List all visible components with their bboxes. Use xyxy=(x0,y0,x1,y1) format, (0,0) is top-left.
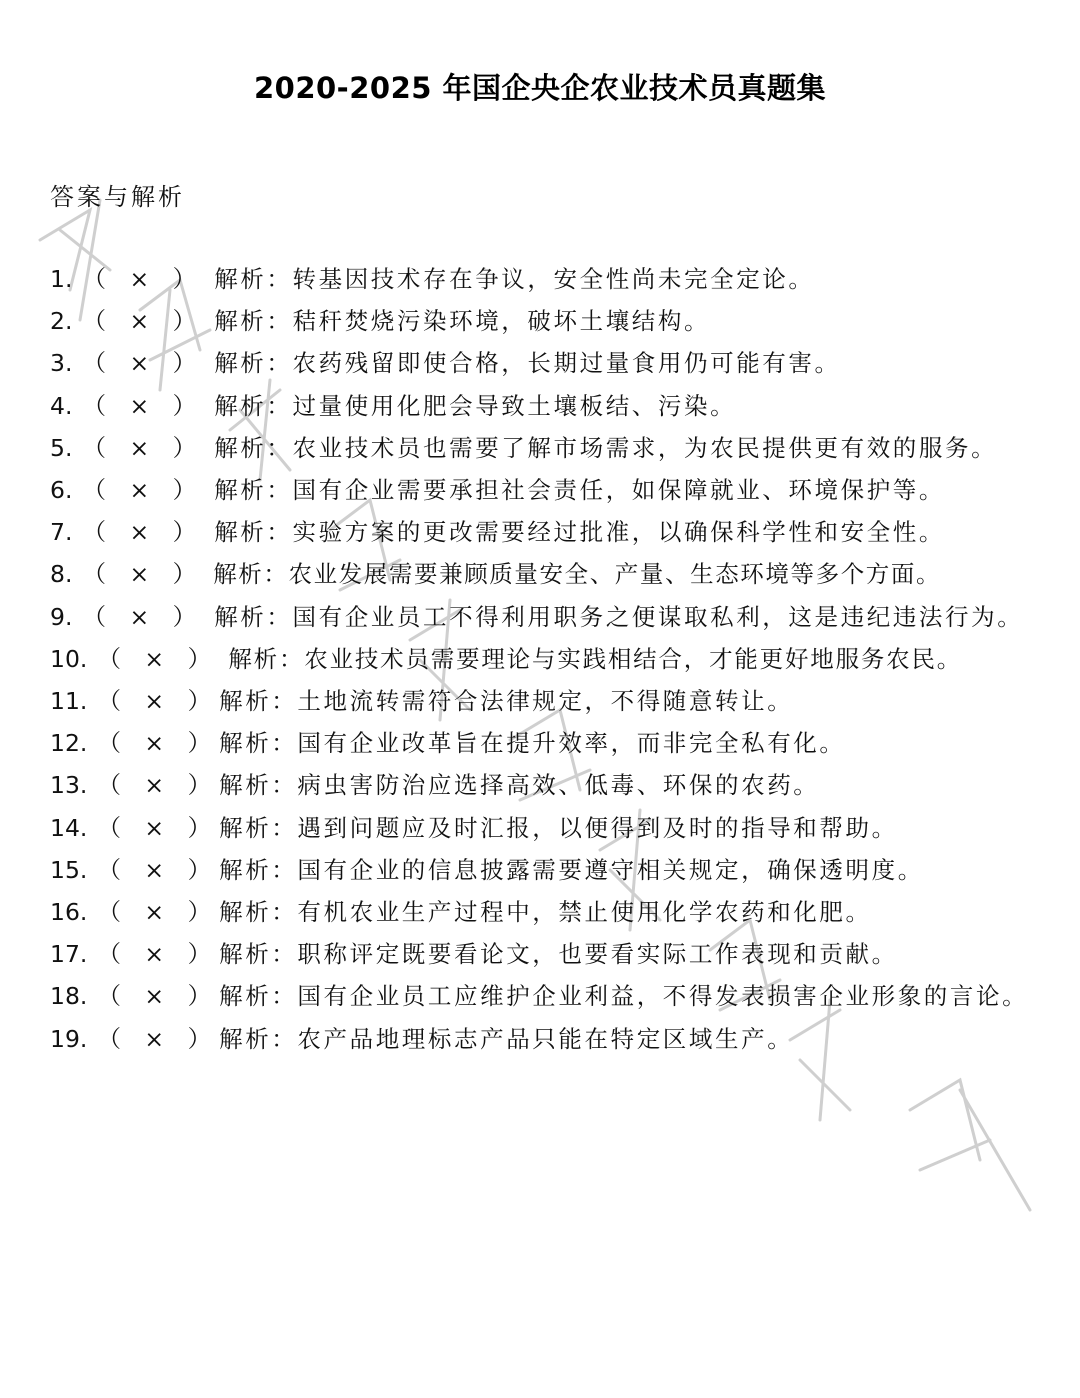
answer-mark: （ × ） xyxy=(82,307,205,336)
answer-explanation: 解析：国有企业员工应维护企业利益，不得发表损害企业形象的言论。 xyxy=(219,982,1029,1011)
answer-number: 16. xyxy=(50,898,88,927)
answer-mark: （ × ） xyxy=(82,560,205,589)
answer-number: 5. xyxy=(50,433,73,462)
answer-item-12 xyxy=(50,722,1050,764)
answer-number: 10. xyxy=(50,644,88,673)
answer-item-13 xyxy=(50,764,1050,806)
answer-explanation: 解析：职称评定既要看论文，也要看实际工作表现和贡献。 xyxy=(219,940,898,969)
page-title: 2020-2025 年国企央企农业技术员真题集 xyxy=(253,71,827,105)
answer-item-1 xyxy=(50,258,1050,300)
answer-explanation: 解析：农药残留即使合格，长期过量食用仍可能有害。 xyxy=(204,349,841,378)
answer-mark: （ × ） xyxy=(97,729,220,758)
answer-mark: （ × ） xyxy=(82,602,205,631)
answer-number: 2. xyxy=(50,307,73,336)
answer-explanation: 解析：病虫害防治应选择高效、低毒、环保的农药。 xyxy=(219,771,820,800)
answer-number: 7. xyxy=(50,518,73,547)
section-heading: 答案与解析 xyxy=(50,183,185,211)
answer-item-14 xyxy=(50,807,1050,849)
answer-explanation: 解析：过量使用化肥会导致土壤板结、污染。 xyxy=(204,391,737,420)
answer-explanation: 解析：秸秆焚烧污染环境，破坏土壤结构。 xyxy=(204,307,711,336)
answer-mark: （ × ） xyxy=(82,518,205,547)
answer-explanation: 解析：国有企业改革旨在提升效率，而非完全私有化。 xyxy=(219,729,846,758)
answer-mark: （ × ） xyxy=(97,982,220,1011)
answer-explanation: 解析：农业发展需要兼顾质量安全、产量、生态环境等多个方面。 xyxy=(204,560,942,589)
answer-explanation: 解析：农业技术员需要理论与实践相结合，才能更好地服务农民。 xyxy=(219,644,963,673)
answer-number: 19. xyxy=(50,1024,88,1053)
answer-mark: （ × ） xyxy=(97,644,220,673)
answer-explanation: 解析：国有企业需要承担社会责任，如保障就业、环境保护等。 xyxy=(204,476,946,505)
answer-item-7 xyxy=(50,511,1050,553)
answer-item-5 xyxy=(50,427,1050,469)
answer-item-19 xyxy=(50,1018,1050,1060)
answer-number: 14. xyxy=(50,813,88,842)
answer-explanation: 解析：遇到问题应及时汇报，以便得到及时的指导和帮助。 xyxy=(219,813,898,842)
answer-explanation: 解析：国有企业员工不得利用职务之便谋取私利，这是违纪违法行为。 xyxy=(204,602,1024,631)
answer-item-8 xyxy=(50,553,1050,595)
answer-mark: （ × ） xyxy=(97,1024,220,1053)
answer-number: 8. xyxy=(50,560,73,589)
answer-item-17 xyxy=(50,933,1050,975)
answer-mark: （ × ） xyxy=(82,265,205,293)
answer-item-18 xyxy=(50,975,1050,1017)
answer-number: 11. xyxy=(50,687,88,716)
answer-number: 17. xyxy=(50,940,88,969)
answer-mark: （ × ） xyxy=(97,940,220,969)
answer-mark: （ × ） xyxy=(97,771,220,800)
answer-item-11 xyxy=(50,680,1050,722)
answer-item-16 xyxy=(50,891,1050,933)
answer-item-6 xyxy=(50,469,1050,511)
answer-item-3 xyxy=(50,342,1050,384)
answer-mark: （ × ） xyxy=(82,391,205,420)
answer-list xyxy=(50,258,1050,1060)
answer-number: 18. xyxy=(50,982,88,1011)
answer-explanation: 解析：实验方案的更改需要经过批准，以确保科学性和安全性。 xyxy=(204,518,946,547)
answer-mark: （ × ） xyxy=(97,855,220,884)
answer-number: 12. xyxy=(50,729,88,758)
answer-mark: （ × ） xyxy=(97,687,220,716)
answer-item-15 xyxy=(50,849,1050,891)
answer-number: 15. xyxy=(50,855,88,884)
answer-explanation: 解析：国有企业的信息披露需要遵守相关规定，确保透明度。 xyxy=(219,855,924,884)
answer-explanation: 解析：农产品地理标志产品只能在特定区域生产。 xyxy=(219,1024,794,1053)
answer-mark: （ × ） xyxy=(82,433,205,462)
answer-item-4 xyxy=(50,385,1050,427)
answer-mark: （ × ） xyxy=(97,898,220,927)
answer-number: 9. xyxy=(50,602,73,631)
answer-mark: （ × ） xyxy=(82,349,205,378)
answer-number: 4. xyxy=(50,391,73,420)
answer-explanation: 解析：有机农业生产过程中，禁止使用化学农药和化肥。 xyxy=(219,898,872,927)
answer-item-9 xyxy=(50,596,1050,638)
answer-number: 13. xyxy=(50,771,88,800)
answer-explanation: 解析：转基因技术存在争议，安全性尚未完全定论。 xyxy=(204,265,815,293)
answer-mark: （ × ） xyxy=(82,476,205,505)
answer-number: 6. xyxy=(50,476,73,505)
answer-explanation: 解析：土地流转需符合法律规定，不得随意转让。 xyxy=(219,687,794,716)
answer-number: 3. xyxy=(50,349,73,378)
answer-number: 1. xyxy=(50,265,73,293)
answer-explanation: 解析：农业技术员也需要了解市场需求，为农民提供更有效的服务。 xyxy=(204,433,998,462)
answer-item-10 xyxy=(50,638,1050,680)
answer-item-2 xyxy=(50,300,1050,342)
answer-mark: （ × ） xyxy=(97,813,220,842)
